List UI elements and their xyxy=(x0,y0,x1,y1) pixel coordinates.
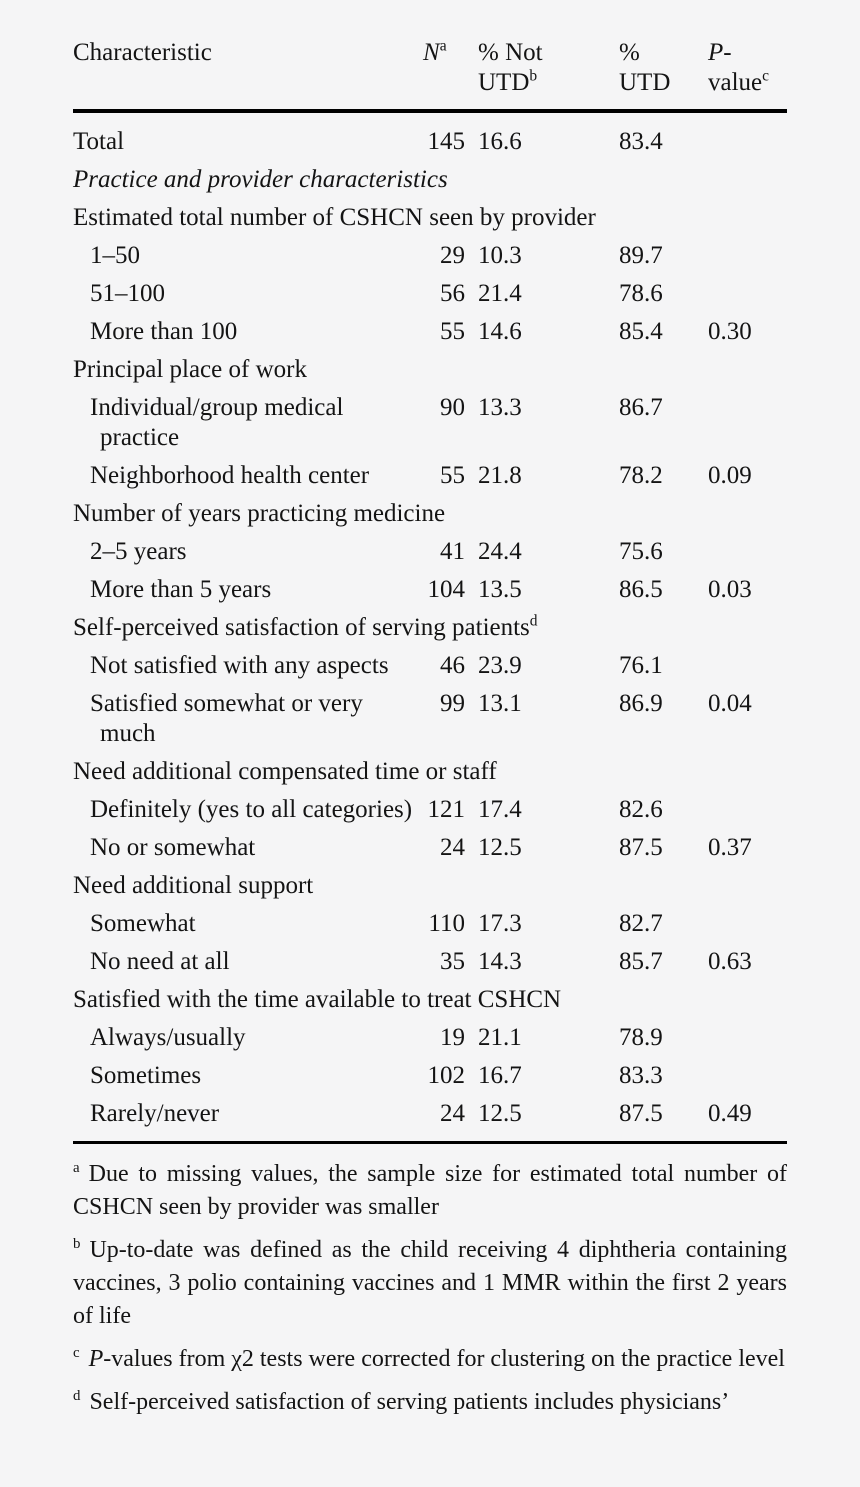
cell-pct-not-utd: 21.4 xyxy=(478,280,522,307)
cell-pct-utd: 82.6 xyxy=(619,796,663,823)
cell-pct-utd: 82.7 xyxy=(619,910,663,937)
row-label: More than 100 xyxy=(90,318,238,345)
row-label: Need additional compensated time or staff xyxy=(73,758,497,785)
cell-n: 24 xyxy=(440,1100,465,1127)
row-label: Number of years practicing medicine xyxy=(73,500,446,527)
cell-pct-utd: 85.4 xyxy=(619,318,663,345)
cell-p-value xyxy=(708,127,787,157)
table-section-row xyxy=(73,161,787,199)
cell-p-value xyxy=(708,795,787,825)
footnote-c xyxy=(73,1343,787,1376)
footnote-text: Self-perceived satisfaction of serving patients includes physicians’ xyxy=(89,1389,730,1415)
cell-pct-not-utd: 13.3 xyxy=(478,394,522,421)
row-label: Not satisfied with any aspects xyxy=(90,652,389,679)
table-data-row xyxy=(73,1057,787,1095)
header-line: % xyxy=(619,39,640,66)
cell-p-value xyxy=(708,909,787,939)
table-footnotes xyxy=(73,1144,787,1419)
footnote-marker-a: a xyxy=(73,1160,80,1176)
footnote-text: Up-to-date was defined as the child receiving 4 diphtheria containing vaccines, 3 polio containing vaccines and 1 MMR within the first 2 years of life xyxy=(73,1237,787,1329)
header-line: P- xyxy=(708,39,732,66)
row-label: More than 5 years xyxy=(90,576,272,603)
cell-n: 121 xyxy=(427,796,465,823)
cell-p-value xyxy=(708,279,787,309)
row-label: Practice and provider characteristics xyxy=(73,166,448,193)
cell-pct-utd: 78.2 xyxy=(619,462,663,489)
header-line: value$^c$ xyxy=(708,67,770,96)
cell-pct-not-utd: 16.6 xyxy=(478,128,522,155)
cell-p-value: 0.09 xyxy=(708,462,752,489)
table-data-row xyxy=(73,791,787,829)
cell-n: 29 xyxy=(440,242,465,269)
cell-n: 104 xyxy=(427,576,465,603)
row-label: No need at all xyxy=(90,948,230,975)
row-label: 2–5 years xyxy=(90,538,187,565)
cell-pct-not-utd: 17.3 xyxy=(478,910,522,937)
table-data-row xyxy=(73,389,787,457)
row-label: Total xyxy=(73,128,125,155)
row-label: Neighborhood health center xyxy=(90,462,370,489)
cell-pct-utd: 86.7 xyxy=(619,394,663,421)
table-data-row xyxy=(73,1095,787,1133)
cell-n: 46 xyxy=(440,652,465,679)
cell-n: 90 xyxy=(440,394,465,421)
cell-p-value: 0.49 xyxy=(708,1100,752,1127)
column-header-characteristic: Characteristic xyxy=(73,39,212,66)
cell-p-value xyxy=(708,393,787,453)
table-data-row xyxy=(73,1019,787,1057)
cell-n: 99 xyxy=(440,690,465,717)
cell-n: 55 xyxy=(440,318,465,345)
cell-pct-utd: 86.9 xyxy=(619,690,663,717)
row-label: Satisfied with the time available to treat CSHCN xyxy=(73,986,562,1013)
n-symbol: N xyxy=(423,39,440,66)
row-label: Definitely (yes to all categories) xyxy=(90,796,413,823)
table-data-row xyxy=(73,237,787,275)
column-header-pct-not-utd xyxy=(465,38,619,98)
table-data-row xyxy=(73,685,787,753)
table-data-row xyxy=(73,457,787,495)
table-body xyxy=(73,113,787,1137)
cell-pct-not-utd: 17.4 xyxy=(478,796,522,823)
cell-pct-not-utd: 23.9 xyxy=(478,652,522,679)
table-section-row xyxy=(73,753,787,791)
p-symbol: P xyxy=(708,39,724,66)
table-data-row xyxy=(73,533,787,571)
row-label: Principal place of work xyxy=(73,356,307,383)
cell-pct-utd: 76.1 xyxy=(619,652,663,679)
row-label: Always/usually xyxy=(90,1024,246,1051)
footnote-italic-head: P xyxy=(88,1346,104,1372)
table-header-row xyxy=(73,38,787,98)
cell-p-value: 0.63 xyxy=(708,948,752,975)
table-section-row xyxy=(73,495,787,533)
cell-pct-utd: 87.5 xyxy=(619,1100,663,1127)
footnote-marker-c: c xyxy=(762,67,770,85)
cell-n: 19 xyxy=(440,1024,465,1051)
footnote-text: Due to missing values, the sample size for estimated total number of CSHCN seen by provider was smaller xyxy=(73,1161,787,1220)
row-label: Need additional support xyxy=(73,872,314,899)
cell-pct-utd: 83.3 xyxy=(619,1062,663,1089)
header-line: UTD xyxy=(619,69,671,96)
cell-p-value xyxy=(708,651,787,681)
table-data-row xyxy=(73,313,787,351)
footnote-marker-c: c xyxy=(73,1345,80,1361)
footnote-a xyxy=(73,1158,787,1224)
cell-n: 35 xyxy=(440,948,465,975)
cell-pct-not-utd: 24.4 xyxy=(478,538,522,565)
cell-pct-utd: 86.5 xyxy=(619,576,663,603)
cell-p-value: 0.30 xyxy=(708,318,752,345)
table-section-row xyxy=(73,867,787,905)
table-data-row xyxy=(73,571,787,609)
cell-pct-utd: 78.6 xyxy=(619,280,663,307)
footnote-marker-b: b xyxy=(73,1236,81,1252)
cell-p-value: 0.04 xyxy=(708,690,752,717)
cell-pct-not-utd: 12.5 xyxy=(478,1100,522,1127)
cell-pct-utd: 78.9 xyxy=(619,1024,663,1051)
cell-p-value xyxy=(708,1023,787,1053)
footnote-marker-b: b xyxy=(529,67,538,85)
cell-n: 41 xyxy=(440,538,465,565)
header-line: UTD$^b$ xyxy=(478,67,538,96)
cell-pct-utd: 75.6 xyxy=(619,538,663,565)
row-label: Sometimes xyxy=(90,1062,202,1089)
table-section-row xyxy=(73,981,787,1019)
table-data-row xyxy=(73,123,787,161)
table-data-row xyxy=(73,905,787,943)
cell-p-value: 0.03 xyxy=(708,576,752,603)
row-label: Satisfied somewhat or very much xyxy=(90,690,363,747)
cell-n: 145 xyxy=(427,128,465,155)
cell-n: 110 xyxy=(428,910,465,937)
footnote-d xyxy=(73,1386,787,1419)
cell-n: 55 xyxy=(440,462,465,489)
cell-n: 24 xyxy=(440,834,465,861)
cell-pct-not-utd: 10.3 xyxy=(478,242,522,269)
cell-pct-not-utd: 13.1 xyxy=(478,690,522,717)
cell-n: 56 xyxy=(440,280,465,307)
row-label: 51–100 xyxy=(90,280,165,307)
column-header-pct-utd xyxy=(619,38,708,98)
characteristics-table xyxy=(73,38,787,1419)
table-data-row xyxy=(73,647,787,685)
cell-pct-utd: 89.7 xyxy=(619,242,663,269)
table-data-row xyxy=(73,275,787,313)
footnote-marker-d: d xyxy=(73,1388,81,1404)
cell-p-value xyxy=(708,241,787,271)
cell-pct-utd: 87.5 xyxy=(619,834,663,861)
row-label: No or somewhat xyxy=(90,834,256,861)
table-section-row xyxy=(73,199,787,237)
column-header-p-value xyxy=(708,38,787,98)
cell-pct-utd: 85.7 xyxy=(619,948,663,975)
cell-p-value xyxy=(708,1061,787,1091)
table-data-row xyxy=(73,829,787,867)
row-label: Estimated total number of CSHCN seen by provider xyxy=(73,204,596,231)
cell-pct-utd: 83.4 xyxy=(619,128,663,155)
cell-p-value xyxy=(708,537,787,567)
cell-pct-not-utd: 14.3 xyxy=(478,948,522,975)
table-section-row xyxy=(73,351,787,389)
cell-pct-not-utd: 16.7 xyxy=(478,1062,522,1089)
row-label: Individual/group medical practice xyxy=(90,394,344,451)
cell-pct-not-utd: 13.5 xyxy=(478,576,522,603)
row-label: 1–50 xyxy=(90,242,140,269)
footnote-text: -values from χ2 tests were corrected for clustering on the practice level xyxy=(103,1346,785,1372)
row-label: Somewhat xyxy=(90,910,196,937)
cell-p-value: 0.37 xyxy=(708,834,752,861)
column-header-n xyxy=(423,38,465,98)
footnote-marker-a: a xyxy=(439,37,447,55)
cell-pct-not-utd: 21.1 xyxy=(478,1024,522,1051)
footnote-marker-d: d xyxy=(529,612,538,630)
cell-pct-not-utd: 12.5 xyxy=(478,834,522,861)
table-data-row xyxy=(73,943,787,981)
footnote-b xyxy=(73,1234,787,1333)
row-label: Self-perceived satisfaction of serving patients$^d$ xyxy=(73,612,538,641)
table-section-row xyxy=(73,609,787,647)
cell-pct-not-utd: 21.8 xyxy=(478,462,522,489)
header-line: % Not xyxy=(478,39,543,66)
cell-n: 102 xyxy=(427,1062,465,1089)
cell-pct-not-utd: 14.6 xyxy=(478,318,522,345)
row-label: Rarely/never xyxy=(90,1100,220,1127)
